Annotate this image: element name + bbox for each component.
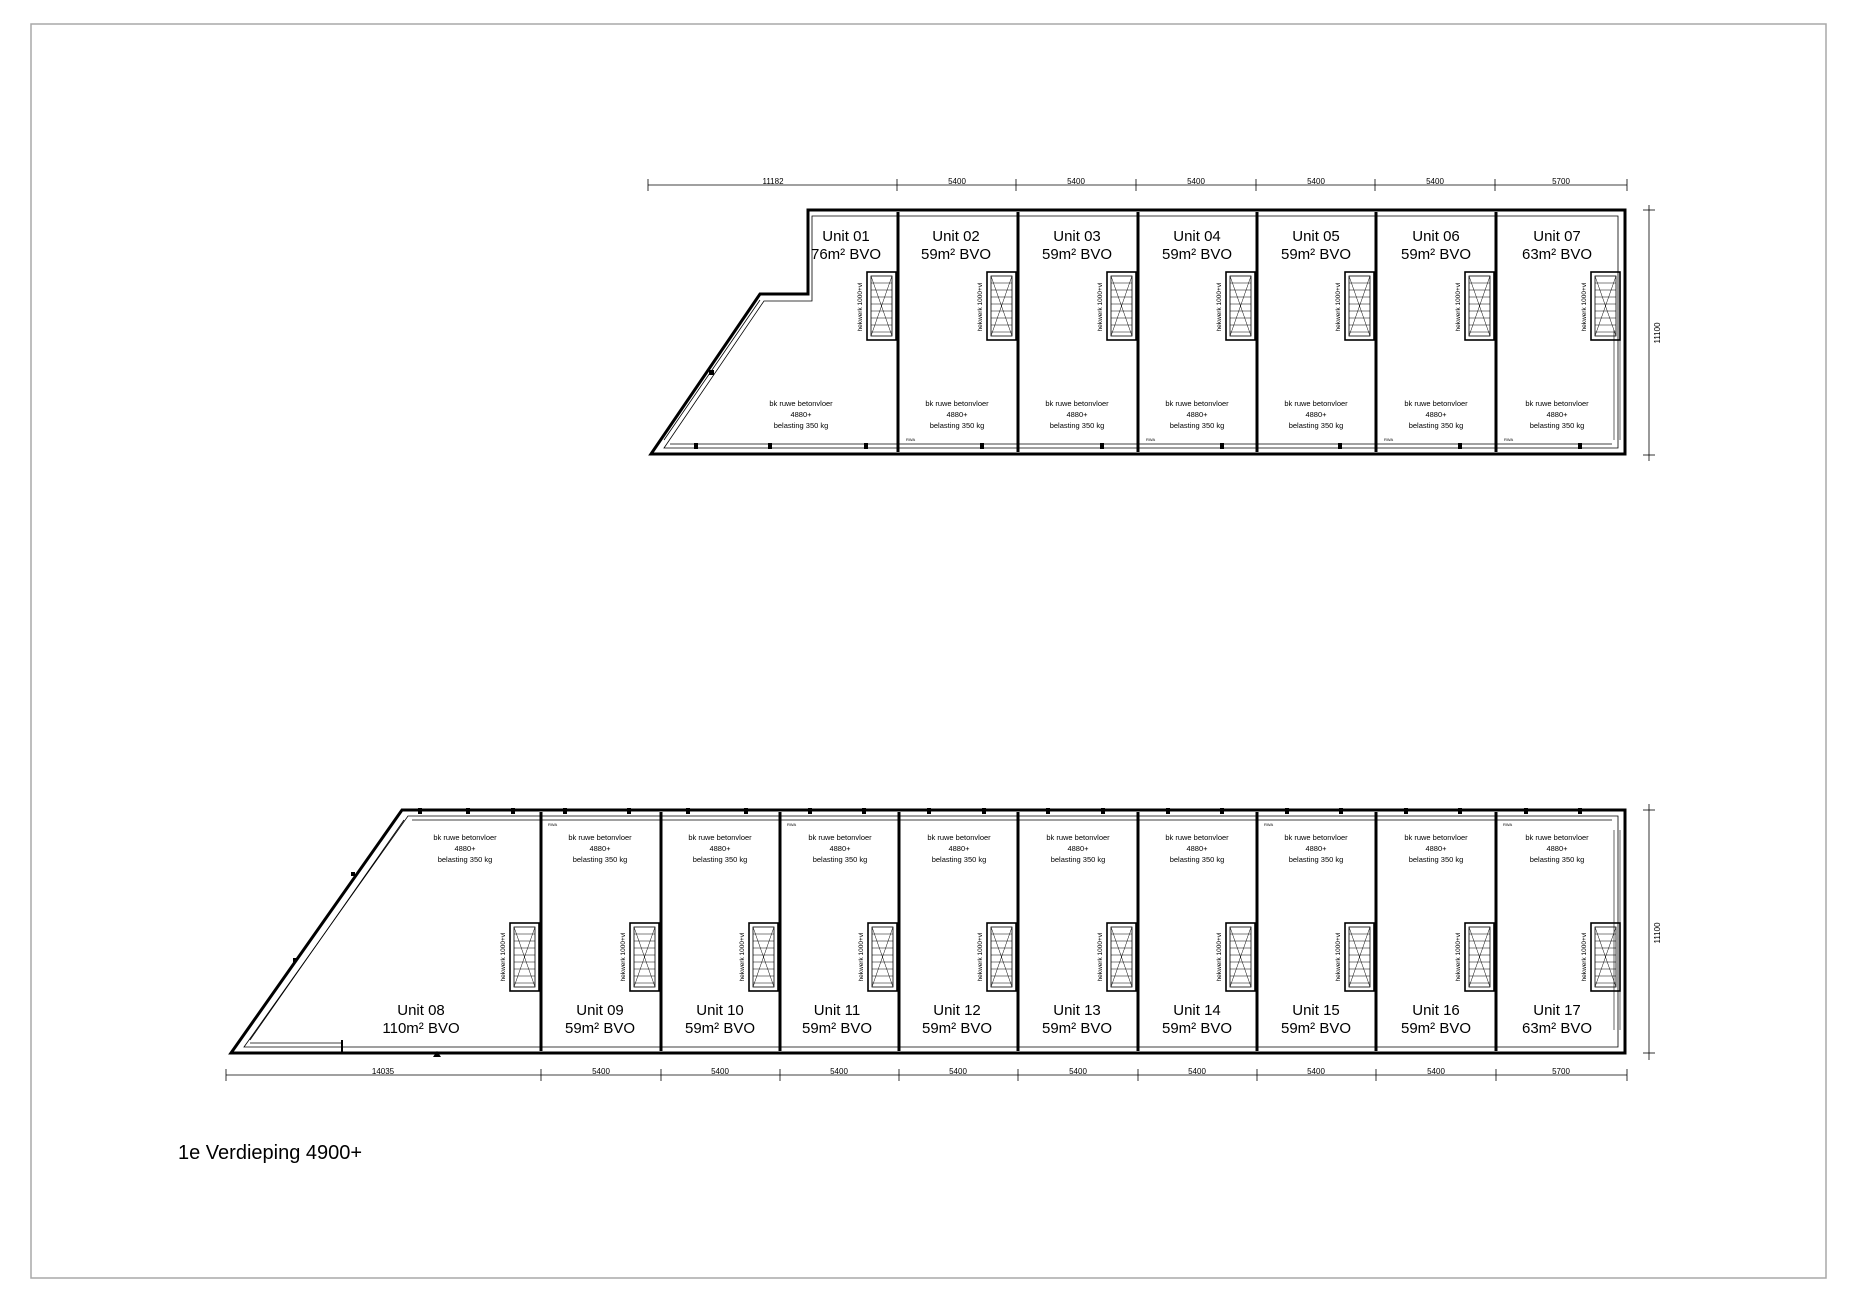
floor-level: 4880+: [948, 844, 970, 853]
railing-label: hekwerk 1000+vl: [977, 932, 984, 982]
floor-load: belasting 350 kg: [1529, 855, 1585, 864]
floor-text: bk ruwe betonvloer: [769, 399, 833, 408]
railing-label: hekwerk 1000+vl: [1335, 282, 1342, 332]
floor-level: 4880+: [1186, 410, 1208, 419]
unit-11-name: Unit 11: [813, 1002, 861, 1019]
rwa-label: RWA: [787, 822, 797, 827]
unit-12-name: Unit 12: [933, 1002, 981, 1019]
floor-level: 4880+: [709, 844, 731, 853]
unit-02-name: Unit 02: [932, 228, 980, 245]
rwa-label: RWA: [1264, 822, 1274, 827]
floor-level: 4880+: [790, 410, 812, 419]
bottom-dim-8: 5400: [1307, 1067, 1325, 1076]
bottom-dim-6: 5400: [1069, 1067, 1087, 1076]
floor-load: belasting 350 kg: [1288, 421, 1344, 430]
railing-label: hekwerk 1000+vl: [858, 932, 865, 982]
floor-level: 4880+: [1067, 844, 1089, 853]
unit-16-area: 59m² BVO: [1400, 1020, 1472, 1037]
bottom-dim-5: 5400: [949, 1067, 967, 1076]
top-dim-3: 5400: [1067, 177, 1085, 186]
unit-13-area: 59m² BVO: [1041, 1020, 1113, 1037]
railing-label: hekwerk 1000+vl: [500, 932, 507, 982]
floor-text: bk ruwe betonvloer: [1165, 399, 1229, 408]
floor-load: belasting 350 kg: [1050, 855, 1106, 864]
floor-text: bk ruwe betonvloer: [568, 833, 632, 842]
unit-02-area: 59m² BVO: [920, 246, 992, 263]
floor-level: 4880+: [1305, 410, 1327, 419]
bottom-dim-1: 14035: [371, 1067, 395, 1076]
floor-level: 4880+: [1066, 410, 1088, 419]
sheet-border: [31, 24, 1826, 1278]
railing-label: hekwerk 1000+vl: [857, 282, 864, 332]
railing-label: hekwerk 1000+vl: [1581, 932, 1588, 982]
unit-17-area: 63m² BVO: [1521, 1020, 1593, 1037]
bottom-dim-3: 5400: [711, 1067, 729, 1076]
floor-load: belasting 350 kg: [572, 855, 628, 864]
railing-label: hekwerk 1000+vl: [1455, 282, 1462, 332]
floor-load: belasting 350 kg: [1408, 421, 1464, 430]
unit-07-name: Unit 07: [1533, 228, 1581, 245]
top-dim-6: 5400: [1426, 177, 1444, 186]
railing-label: hekwerk 1000+vl: [739, 932, 746, 982]
unit-09-name: Unit 09: [576, 1002, 624, 1019]
floor-text: bk ruwe betonvloer: [1525, 399, 1589, 408]
floor-load: belasting 350 kg: [773, 421, 829, 430]
top-building-block: [648, 177, 1662, 461]
unit-13-name: Unit 13: [1053, 1002, 1101, 1019]
unit-15-name: Unit 15: [1292, 1002, 1340, 1019]
bottom-dim-2: 5400: [592, 1067, 610, 1076]
top-dim-1: 11182: [762, 177, 784, 186]
unit-07-area: 63m² BVO: [1521, 246, 1593, 263]
unit-03-name: Unit 03: [1053, 228, 1101, 245]
unit-08-name: Unit 08: [397, 1002, 445, 1019]
floor-load: belasting 350 kg: [1288, 855, 1344, 864]
unit-14-name: Unit 14: [1173, 1002, 1221, 1019]
unit-04-area: 59m² BVO: [1161, 246, 1233, 263]
floor-text: bk ruwe betonvloer: [433, 833, 497, 842]
unit-08-area: 110m² BVO: [382, 1020, 460, 1037]
floor-level: 4880+: [1186, 844, 1208, 853]
top-dim-7: 5700: [1552, 177, 1570, 186]
railing-label: hekwerk 1000+vl: [1097, 932, 1104, 982]
unit-10-name: Unit 10: [696, 1002, 744, 1019]
floor-level: 4880+: [946, 410, 968, 419]
drawing-title: 1e Verdieping 4900+: [178, 1142, 363, 1164]
unit-01-area: 76m² BVO: [810, 246, 882, 263]
unit-17-name: Unit 17: [1533, 1002, 1581, 1019]
rwa-label: RWA: [906, 437, 916, 442]
floor-load: belasting 350 kg: [1169, 855, 1225, 864]
rwa-label: RWA: [548, 822, 558, 827]
floor-text: bk ruwe betonvloer: [1404, 833, 1468, 842]
rwa-label: RWA: [1503, 822, 1513, 827]
floor-text: bk ruwe betonvloer: [1525, 833, 1589, 842]
floor-level: 4880+: [1425, 844, 1447, 853]
floor-level: 4880+: [589, 844, 611, 853]
floor-text: bk ruwe betonvloer: [1046, 833, 1110, 842]
unit-03-area: 59m² BVO: [1041, 246, 1113, 263]
railing-label: hekwerk 1000+vl: [1581, 282, 1588, 332]
floor-load: belasting 350 kg: [1049, 421, 1105, 430]
floor-level: 4880+: [1546, 844, 1568, 853]
bottom-dim-9: 5400: [1427, 1067, 1445, 1076]
floor-text: bk ruwe betonvloer: [808, 833, 872, 842]
unit-09-area: 59m² BVO: [564, 1020, 636, 1037]
railing-label: hekwerk 1000+vl: [1097, 282, 1104, 332]
bottom-dim-4: 5400: [830, 1067, 848, 1076]
railing-label: hekwerk 1000+vl: [1216, 282, 1223, 332]
floor-load: belasting 350 kg: [931, 855, 987, 864]
unit-05-area: 59m² BVO: [1280, 246, 1352, 263]
floor-text: bk ruwe betonvloer: [1404, 399, 1468, 408]
bottom-dim-7: 5400: [1188, 1067, 1206, 1076]
railing-label: hekwerk 1000+vl: [1455, 932, 1462, 982]
floor-load: belasting 350 kg: [692, 855, 748, 864]
top-dim-5: 5400: [1307, 177, 1325, 186]
railing-label: hekwerk 1000+vl: [620, 932, 627, 982]
top-dim-2: 5400: [948, 177, 966, 186]
top-dim-4: 5400: [1187, 177, 1205, 186]
floor-load: belasting 350 kg: [1529, 421, 1585, 430]
floor-level: 4880+: [1425, 410, 1447, 419]
bottom-depth-dim: 11100: [1653, 922, 1662, 944]
floor-load: belasting 350 kg: [437, 855, 493, 864]
bottom-building-block: [226, 804, 1662, 1081]
floor-load: belasting 350 kg: [1408, 855, 1464, 864]
railing-label: hekwerk 1000+vl: [1335, 932, 1342, 982]
floor-text: bk ruwe betonvloer: [927, 833, 991, 842]
floor-text: bk ruwe betonvloer: [688, 833, 752, 842]
unit-06-name: Unit 06: [1412, 228, 1460, 245]
rwa-label: RWA: [1146, 437, 1156, 442]
unit-14-area: 59m² BVO: [1161, 1020, 1233, 1037]
railing-label: hekwerk 1000+vl: [1216, 932, 1223, 982]
unit-05-name: Unit 05: [1292, 228, 1340, 245]
unit-06-area: 59m² BVO: [1400, 246, 1472, 263]
floor-text: bk ruwe betonvloer: [925, 399, 989, 408]
bottom-dim-10: 5700: [1552, 1067, 1570, 1076]
floor-text: bk ruwe betonvloer: [1284, 399, 1348, 408]
rwa-label: RWA: [1384, 437, 1394, 442]
floor-level: 4880+: [454, 844, 476, 853]
floor-level: 4880+: [1305, 844, 1327, 853]
floor-load: belasting 350 kg: [1169, 421, 1225, 430]
railing-label: hekwerk 1000+vl: [977, 282, 984, 332]
floor-load: belasting 350 kg: [812, 855, 868, 864]
floor-load: belasting 350 kg: [929, 421, 985, 430]
unit-15-area: 59m² BVO: [1280, 1020, 1352, 1037]
floor-level: 4880+: [1546, 410, 1568, 419]
unit-12-area: 59m² BVO: [921, 1020, 993, 1037]
unit-01-name: Unit 01: [822, 228, 870, 245]
floor-text: bk ruwe betonvloer: [1284, 833, 1348, 842]
unit-10-area: 59m² BVO: [684, 1020, 756, 1037]
unit-04-name: Unit 04: [1173, 228, 1221, 245]
floor-text: bk ruwe betonvloer: [1045, 399, 1109, 408]
floor-level: 4880+: [829, 844, 851, 853]
floor-text: bk ruwe betonvloer: [1165, 833, 1229, 842]
top-depth-dim: 11100: [1653, 322, 1662, 344]
unit-16-name: Unit 16: [1412, 1002, 1460, 1019]
rwa-label: RWA: [1504, 437, 1514, 442]
unit-11-area: 59m² BVO: [801, 1020, 873, 1037]
